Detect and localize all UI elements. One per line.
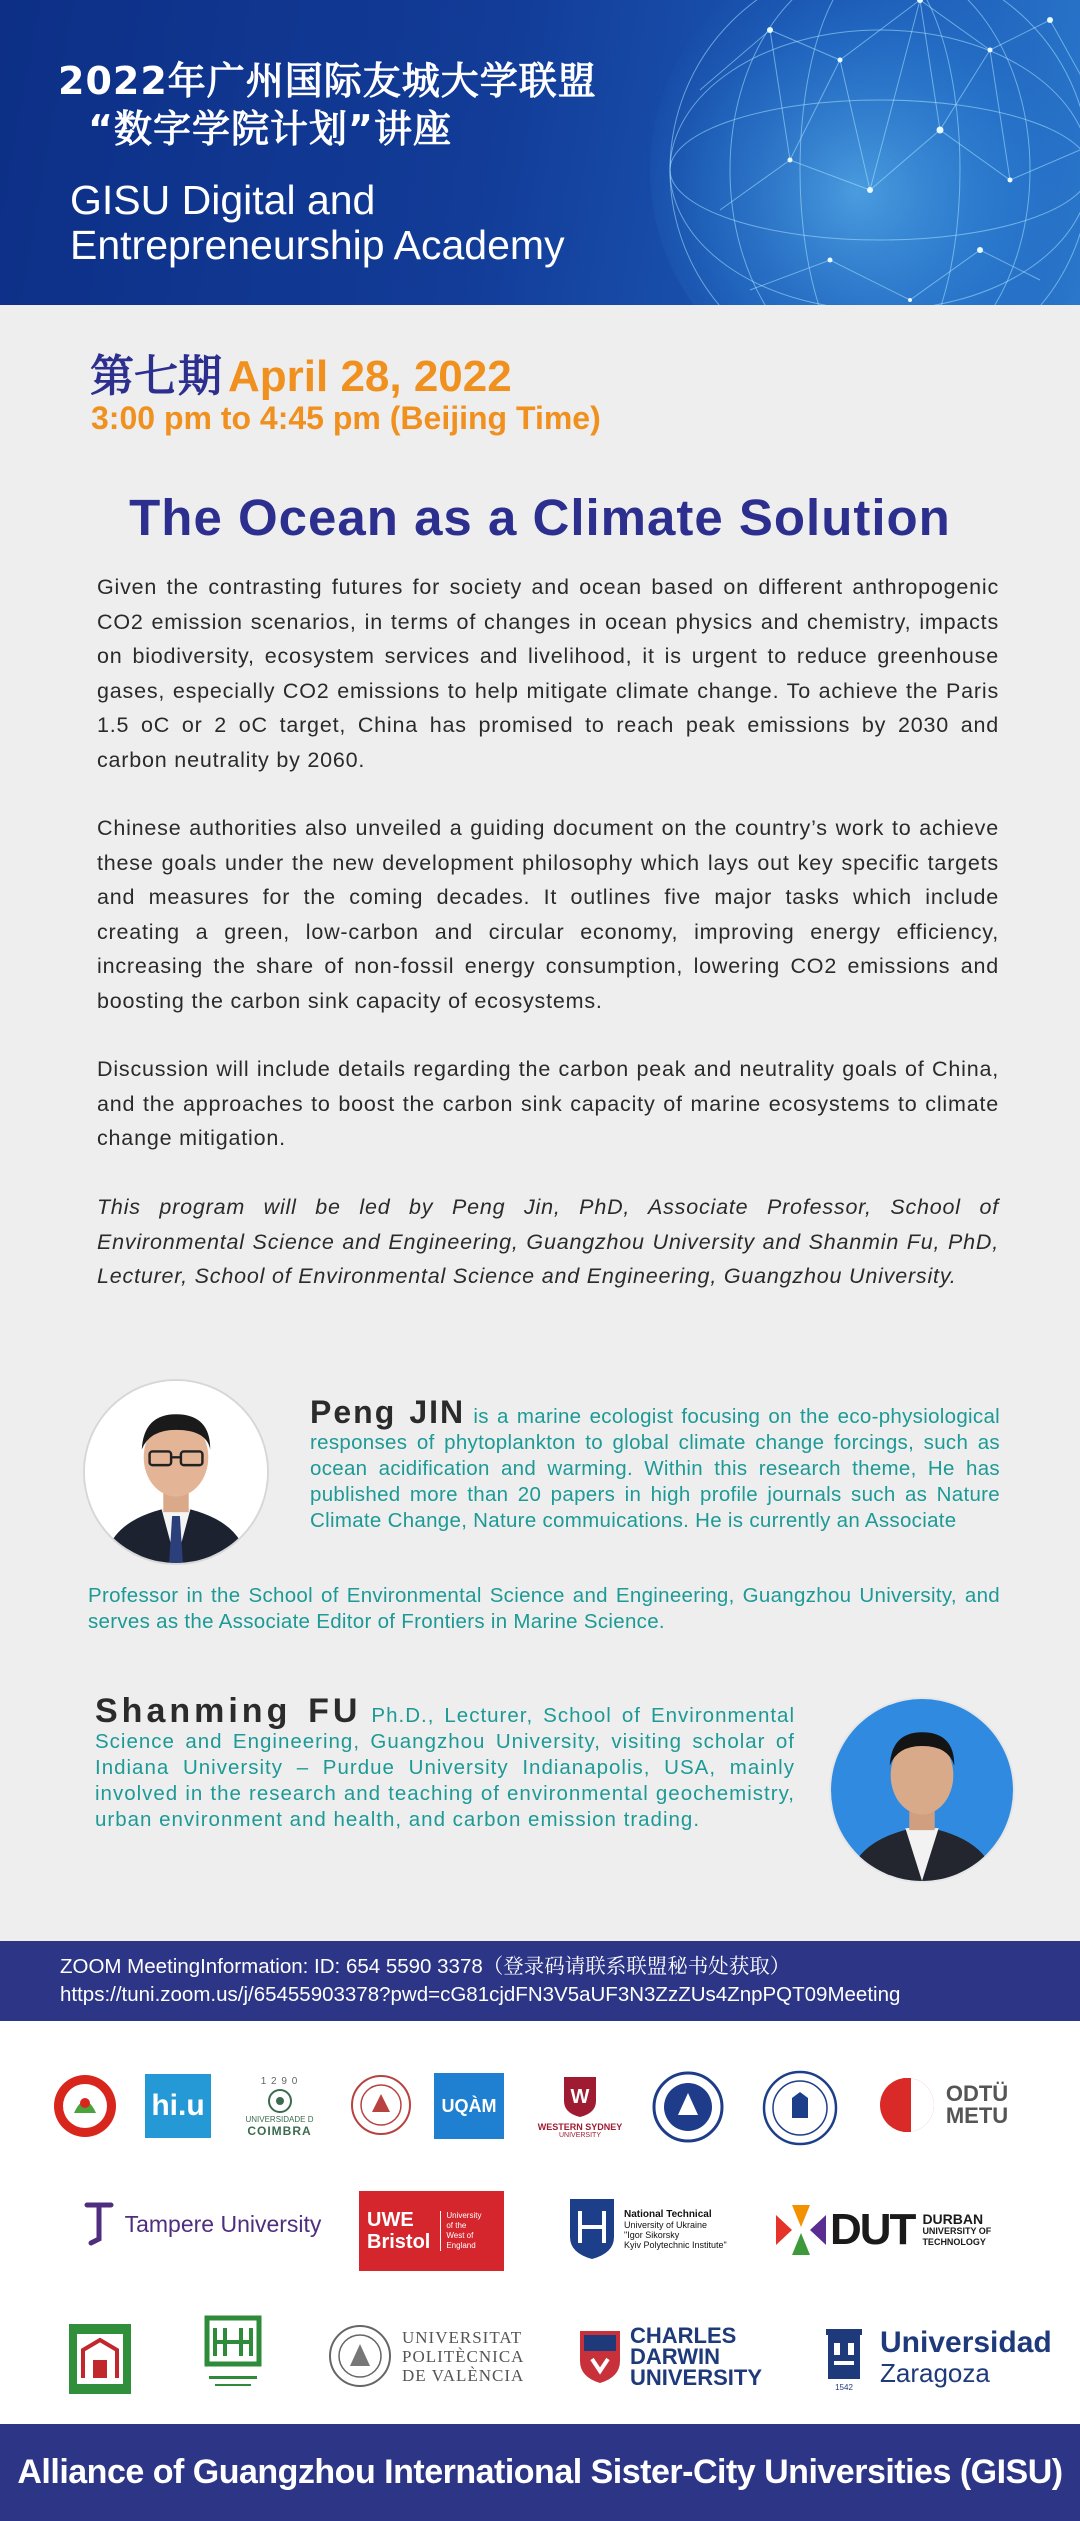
event-time: 3:00 pm to 4:45 pm (Beijing Time) (91, 400, 601, 436)
uwe-text: UWE (367, 2209, 414, 2231)
hiu-logo-text: hi.u (151, 2089, 205, 2122)
wsu-sub: UNIVERSITY (558, 2132, 601, 2139)
header-en-title-line1: GISU Digital and (70, 177, 376, 223)
hiu-logo (145, 2074, 211, 2138)
kpi-line2: University of Ukraine (624, 2219, 708, 2230)
speaker-photo-shanming-fu (829, 1697, 1015, 1883)
agricultural-university-logo (63, 2314, 137, 2400)
kpi-text (624, 2209, 727, 2250)
header-en-title-line2: Entrepreneurship Academy (70, 222, 565, 268)
cdu-text (630, 2322, 763, 2390)
tampere-university-logo (66, 2191, 336, 2257)
page-title: The Ocean as a Climate Solution (129, 489, 951, 546)
university-badge-logo (652, 2071, 724, 2143)
durban-line1: DURBAN (922, 2211, 984, 2227)
upv-line3: DE VALÈNCIA (402, 2365, 525, 2385)
uqam-logo-text: UQÀM (441, 2095, 497, 2116)
issue-number: 第七期 (90, 351, 222, 402)
coimbra-logo (232, 2067, 327, 2147)
partner-logos (0, 2021, 1080, 2424)
intro-paragraph-2: Chinese authorities also unveiled a guiding document on the country’s work to achieve these goals under the new development philosophy which lays out key specific targets and measures for the coming decades. It outlines five major tasks which include creating a green, low-carbon and circular economy, improving energy efficiency, increasing the share of non-fossil energy consumption, lowering CO2 emissions and boosting the carbon sink capacity of ecosystems. (97, 816, 999, 1013)
odtu-metu-logo (868, 2077, 1018, 2133)
dut-triangles-icon (776, 2205, 826, 2255)
event-date: April 28, 2022 (228, 352, 512, 401)
issue-date-line (90, 340, 512, 402)
odtu-text: ODTÜ (945, 2081, 1009, 2106)
tampere-name: Tampere University (124, 2210, 322, 2237)
header-cn-title-line2: “数字学院计划”讲座 (88, 107, 452, 151)
kpi-line4: Kyiv Polytechnic Institute" (624, 2239, 727, 2250)
universidad-zaragoza-logo (822, 2317, 1067, 2397)
program-leads-paragraph: This program will be led by Peng Jin, PhD, Associate Professor, School of Environmental Science and Engineering, Guangzhou University and Shanmin Fu, PhD, Lecturer, School of Environmental Science and Engineering, Guangzhou University. (97, 1195, 999, 1288)
coimbra-line2: COIMBRA (247, 2124, 312, 2138)
speaker-bio-peng-jin (310, 1394, 1000, 1534)
intro-paragraph-1: Given the contrasting futures for society and ocean based on different anthropogenic CO2 emission scenarios, in terms of changes in ocean physics and chemistry, impacts on biodiversity, ecosystem services and livelihood, it is urgent to reduce greenhouse gases, especially CO2 emissions to help mitigate climate change. To achieve the Paris 1.5 oC or 2 oC target, China has promised to reach peak emissions by 2030 and carbon neutrality by 2060. (97, 575, 999, 772)
cdu-line3: UNIVERSITY (630, 2364, 763, 2390)
kpi-line1: National Technical (624, 2208, 712, 2220)
zoom-meeting-link[interactable]: https://tuni.zoom.us/j/65455903378?pwd=cG81cjdFN3V5aUF3N3ZzZUs4ZnpPQT09Meeting (60, 1983, 901, 2006)
kpi-line3: "Igor Sikorsky (624, 2229, 680, 2240)
metu-circle-icon (878, 2076, 936, 2134)
upv-seal-icon (328, 2324, 392, 2388)
unizar-line1: Universidad (880, 2326, 1052, 2359)
speaker-name-shanming-fu: Shanming FU (95, 1692, 362, 1730)
unizar-tower-icon (822, 2323, 866, 2383)
cdu-shield-icon (578, 2327, 622, 2385)
upv-line2: POLITÈCNICA (402, 2346, 525, 2366)
cdu-line2: DARWIN (630, 2343, 721, 2369)
header-banner (0, 0, 1080, 305)
metu-text: METU (945, 2103, 1009, 2128)
uwe-bristol-wordmark (367, 2209, 430, 2253)
coimbra-year: 1 2 9 0 (260, 2076, 299, 2087)
coimbra-line1: UNIVERSIDADE D (245, 2115, 314, 2124)
unizar-text (880, 2327, 1052, 2387)
upv-valencia-logo (328, 2321, 543, 2391)
svg-text:W: W (570, 2086, 590, 2108)
charles-darwin-university-logo (578, 2323, 798, 2389)
header-cn-title-line1: 2022年广州国际友城大学联盟 (58, 59, 597, 103)
durban-text (922, 2212, 991, 2248)
uwe-sub: University of the West of England (440, 2211, 486, 2251)
odtu-metu-text (946, 2083, 1008, 2127)
unizar-line2: Zaragoza (880, 2358, 990, 2388)
gansu-agricultural-university-logo (197, 2308, 269, 2398)
zoom-meeting-info (0, 1941, 1080, 2021)
intro-paragraph-3: Discussion will include details regarding the carbon peak and neutrality goals of China, and the approaches to boost the carbon sink capacity of marine ecosystems to climate change mitigation. (97, 1057, 999, 1150)
durban-line2: UNIVERSITY OF (922, 2226, 992, 2236)
bristol-text: Bristol (367, 2231, 431, 2253)
university-seal-logo (350, 2074, 412, 2136)
footer-alliance-name: Alliance of Guangzhou International Sister-City Universities (GISU) (0, 2424, 1080, 2521)
durban-university-logo (776, 2201, 1006, 2259)
speaker-bio-text-2: Ph.D., Lecturer, School of Environmental Science and Engineering, Guangzhou University, visiting scholar of Indiana University – Purdue University Indianapolis, USA, mainly involved in the research and teaching of environmental geochemistry, urban environment and health, and carbon emission trading. (95, 1704, 795, 1831)
western-sydney-shield-icon (560, 2075, 600, 2119)
zoom-meeting-id: ZOOM MeetingInformation: ID: 654 5590 3378（登录码请联系联盟秘书处获取） (60, 1955, 791, 1978)
wsu-name: WESTERN SYDNEY (537, 2122, 623, 2132)
speaker-bio-shanming-fu (95, 1692, 795, 1833)
speaker-bio-peng-jin-continued: Professor in the School of Environmental Science and Engineering, Guangzhou University, and serves as the Associate Editor of Frontiers in Marine Science. (88, 1584, 1000, 1633)
upv-line1: UNIVERSITAT (402, 2327, 523, 2347)
dut-text: DUT (830, 2205, 915, 2254)
uwe-bristol-logo (359, 2191, 504, 2271)
coimbra-crest-icon (267, 2087, 293, 2115)
upv-text (402, 2328, 524, 2385)
uqam-logo (434, 2073, 504, 2139)
kpi-shield-icon (566, 2197, 618, 2261)
national-university-seal-logo (762, 2070, 838, 2146)
tampere-mark-icon (81, 2199, 121, 2249)
globe-network-graphic (580, 0, 1080, 305)
speaker-photo-peng-jin (83, 1379, 269, 1565)
guangzhou-university-logo (52, 2073, 118, 2139)
cdu-line1: CHARLES (630, 2322, 737, 2348)
speaker-name-peng-jin: Peng JIN (310, 1394, 466, 1430)
kpi-logo (566, 2194, 756, 2264)
unizar-tower-mark (822, 2323, 866, 2392)
durban-line3: TECHNOLOGY (922, 2237, 986, 2247)
speaker-bio-text-1: is a marine ecologist focusing on the eco-physiological responses of phytoplankton to global climate change forcings, such as ocean acidification and warming. Within this research theme, He has published more than 20 papers in high profile journals such as Nature Climate Change, Nature commuications. He is currently an Associate (310, 1405, 1000, 1532)
western-sydney-logo (530, 2067, 630, 2147)
unizar-year: 1542 (835, 2382, 853, 2392)
